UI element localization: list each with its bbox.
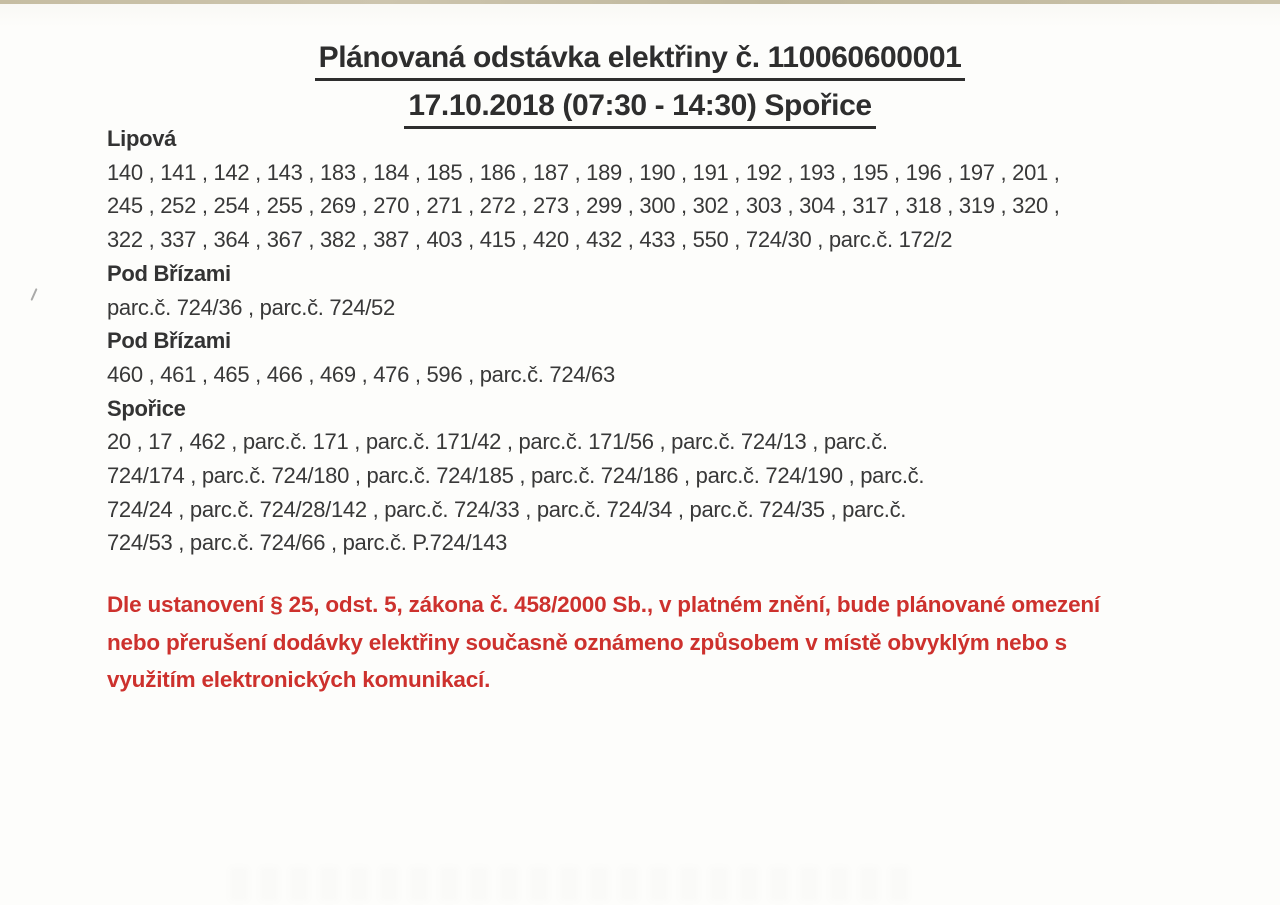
title-line-1 — [0, 40, 1280, 81]
section-lipova — [107, 122, 1212, 257]
legal-notice — [107, 586, 1212, 699]
street-name: Pod Břízami — [107, 260, 231, 286]
section-pod-brizami-1 — [107, 257, 1212, 324]
street-name: Lipová — [107, 126, 177, 151]
address-line: 460 , 461 , 465 , 466 , 469 , 476 , 596 , parc.č. 724/63 — [107, 361, 615, 387]
address-line: 724/53 , parc.č. 724/66 , parc.č. P.724/143 — [107, 530, 508, 556]
address-line: 245 , 252 , 254 , 255 , 269 , 270 , 271 , 272 , 273 , 299 , 300 , 302 , 303 , 304 , 317 , 318 , 319 , 320 , — [107, 193, 1060, 219]
title-line-2-text: 17.10.2018 (07:30 - 14:30) Spořice — [404, 88, 875, 129]
scan-edge-strip — [0, 0, 1280, 4]
address-line: 724/24 , parc.č. 724/28/142 , parc.č. 724/33 , parc.č. 724/34 , parc.č. 724/35 , parc.č. — [107, 496, 907, 522]
scan-artifact-mark — [30, 288, 37, 301]
legal-notice-line: využitím elektronických komunikací. — [107, 667, 491, 693]
address-line: 322 , 337 , 364 , 367 , 382 , 387 , 403 , 415 , 420 , 432 , 433 , 550 , 724/30 , parc.č. 172/2 — [107, 227, 953, 253]
address-line: parc.č. 724/36 , parc.č. 724/52 — [107, 294, 395, 320]
outage-address-list — [107, 122, 1212, 699]
section-pod-brizami-2 — [107, 324, 1212, 391]
title-line-1-text: Plánovaná odstávka elektřiny č. 110060600001 — [315, 40, 966, 81]
street-name: Pod Břízami — [107, 328, 231, 354]
section-sporice — [107, 392, 1212, 561]
address-line: 20 , 17 , 462 , parc.č. 171 , parc.č. 171/42 , parc.č. 171/56 , parc.č. 724/13 , parc.č. — [107, 429, 888, 455]
legal-notice-line: nebo přerušení dodávky elektřiny současně oznámeno způsobem v místě obvyklým nebo s — [107, 629, 1067, 655]
address-line: 140 , 141 , 142 , 143 , 183 , 184 , 185 , 186 , 187 , 189 , 190 , 191 , 192 , 193 , 195 , 196 , 197 , 201 , — [107, 159, 1060, 185]
address-line: 724/174 , parc.č. 724/180 , parc.č. 724/185 , parc.č. 724/186 , parc.č. 724/190 , parc.č. — [107, 463, 925, 489]
legal-notice-line: Dle ustanovení § 25, odst. 5, zákona č. 458/2000 Sb., v platném znění, bude plánované omezení — [107, 592, 1100, 618]
street-name: Spořice — [107, 395, 186, 421]
scan-bleedthrough — [230, 867, 910, 901]
